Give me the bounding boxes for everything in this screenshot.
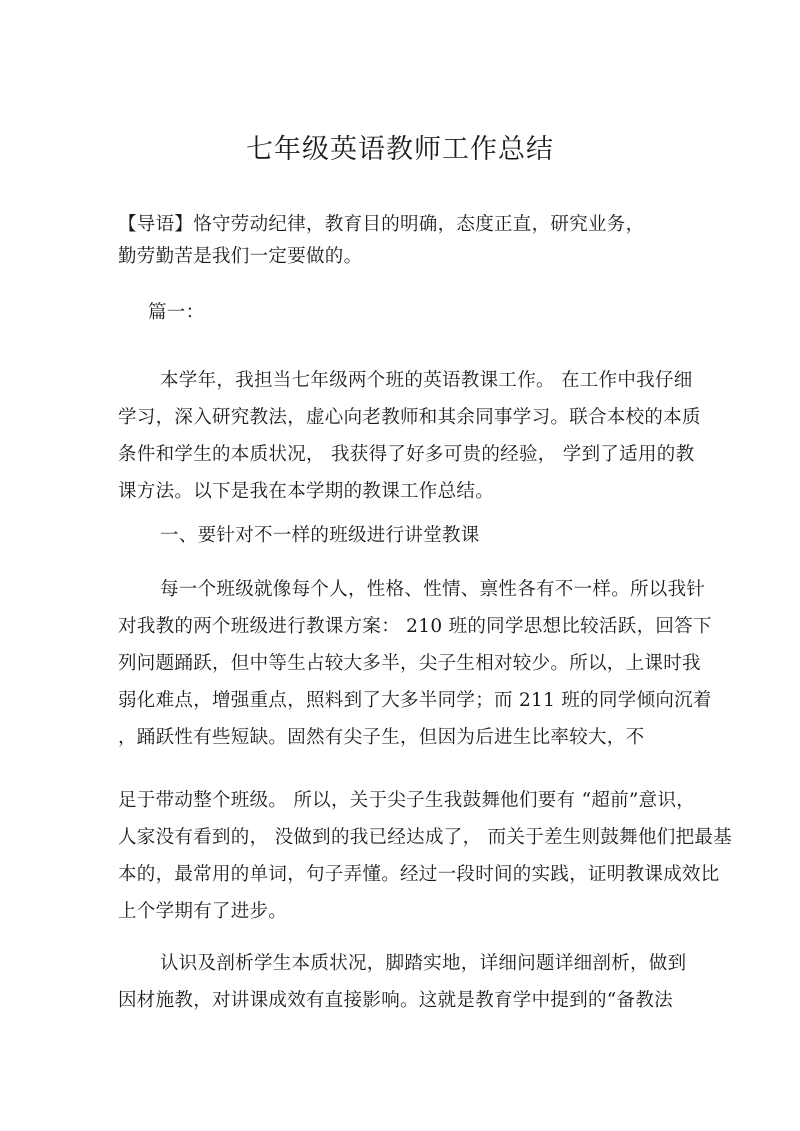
paragraph-line: 课方法。以下是我在本学期的教课工作总结。 [118, 481, 495, 502]
document-title: 七年级英语教师工作总结 [246, 134, 554, 165]
paragraph-line: 对我教的两个班级进行教课方案： 210 班的同学思想比较活跃，回答下 [118, 616, 712, 637]
paragraph-line: ，踊跃性有些短缺。固然有尖子生，但因为后进生比率较大，不 [118, 727, 645, 748]
part-label: 篇一： [148, 302, 205, 323]
paragraph-line: 本的，最常用的单词，句子弄懂。经过一段时间的实践，证明教课成效比 [118, 864, 720, 885]
paragraph-line: 列问题踊跃，但中等生占较大多半，尖子生相对较少。所以，上课时我 [118, 653, 701, 674]
paragraph-line: 足于带动整个班级。 所以，关于尖子生我鼓舞他们要有 “超前”意识， [118, 790, 696, 811]
paragraph-line: 弱化难点，增强重点，照料到了大多半同学；而 211 班的同学倾向沉着 [118, 690, 712, 711]
paragraph-line: 本学年，我担当七年级两个班的英语教课工作。 在工作中我仔细 [160, 370, 693, 391]
paragraph-line: 学习，深入研究教法，虚心向老教师和其余同事学习。联合本校的本质 [118, 407, 701, 428]
section-heading: 一、要针对不一样的班级进行讲堂教课 [160, 525, 480, 546]
intro-line: 【导语】恪守劳动纪律，教育目的明确，态度正直，研究业务， [118, 214, 645, 235]
paragraph-line: 条件和学生的本质状况， 我获得了好多可贵的经验， 学到了适用的教 [118, 444, 695, 465]
paragraph-line: 认识及剖析学生本质状况，脚踏实地，详细问题详细剖析，做到 [160, 953, 687, 974]
paragraph-line: 上个学期有了进步。 [118, 901, 288, 922]
intro-line: 勤劳勤苦是我们一定要做的。 [118, 246, 363, 267]
paragraph-line: 因材施教，对讲课成效有直接影响。这就是教育学中提到的“备教法 [118, 990, 673, 1011]
paragraph-line: 人家没有看到的， 没做到的我已经达成了， 而关于差生则鼓舞他们把最基 [118, 827, 732, 848]
paragraph-line: 每一个班级就像每个人，性格、性情、禀性各有不一样。所以我针 [160, 579, 706, 600]
